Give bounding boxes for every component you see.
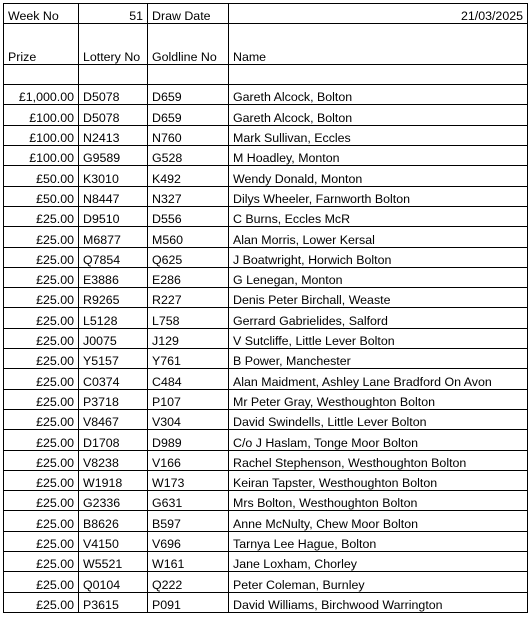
prize-cell: £25.00 (4, 227, 79, 247)
lottery-no-cell: Q7854 (79, 247, 148, 267)
lottery-no-cell: K3010 (79, 166, 148, 186)
goldline-no-cell: D989 (148, 430, 229, 450)
prize-cell: £25.00 (4, 470, 79, 490)
prize-cell: £25.00 (4, 531, 79, 551)
column-header-prize: Prize (4, 24, 79, 65)
header-row-week (4, 4, 528, 24)
lottery-no-cell: Y5157 (79, 349, 148, 369)
table-row (4, 450, 528, 470)
table-row (4, 389, 528, 409)
blank-row (4, 64, 528, 84)
goldline-no-cell: J129 (148, 328, 229, 348)
winner-name-cell: J Boatwright, Horwich Bolton (229, 247, 528, 267)
lottery-no-cell: B8626 (79, 511, 148, 531)
lottery-no-cell: D5078 (79, 85, 148, 105)
winner-name-cell: Anne McNulty, Chew Moor Bolton (229, 511, 528, 531)
winner-name-cell: V Sutcliffe, Little Lever Bolton (229, 328, 528, 348)
table-row (4, 552, 528, 572)
goldline-no-cell: K492 (148, 166, 229, 186)
table-row (4, 288, 528, 308)
lottery-no-cell: W1918 (79, 470, 148, 490)
table-row (4, 206, 528, 226)
table-row (4, 409, 528, 429)
table-row (4, 531, 528, 551)
lottery-no-cell: G9589 (79, 146, 148, 166)
prize-cell: £25.00 (4, 389, 79, 409)
prize-cell: £1,000.00 (4, 85, 79, 105)
lottery-no-cell: D1708 (79, 430, 148, 450)
prize-cell: £25.00 (4, 349, 79, 369)
goldline-no-cell: N327 (148, 186, 229, 206)
table-row (4, 267, 528, 287)
lottery-no-cell: E3886 (79, 267, 148, 287)
lottery-no-cell: P3615 (79, 592, 148, 612)
table-row (4, 470, 528, 490)
column-header-lottery-no: Lottery No (79, 24, 148, 65)
winner-name-cell: Keiran Tapster, Westhoughton Bolton (229, 470, 528, 490)
prize-cell: £25.00 (4, 369, 79, 389)
lottery-no-cell: P3718 (79, 389, 148, 409)
goldline-no-cell: V166 (148, 450, 229, 470)
week-label: Week No (4, 4, 79, 24)
goldline-no-cell: N760 (148, 125, 229, 145)
column-header-name: Name (229, 24, 528, 65)
winner-name-cell: Alan Maidment, Ashley Lane Bradford On Avon (229, 369, 528, 389)
winner-name-cell: C/o J Haslam, Tonge Moor Bolton (229, 430, 528, 450)
goldline-no-cell: G631 (148, 491, 229, 511)
table-row (4, 166, 528, 186)
prize-cell: £25.00 (4, 592, 79, 612)
lottery-no-cell: C0374 (79, 369, 148, 389)
prize-cell: £50.00 (4, 166, 79, 186)
lottery-no-cell: Q0104 (79, 572, 148, 592)
winner-name-cell: Mr Peter Gray, Westhoughton Bolton (229, 389, 528, 409)
lottery-no-cell: V8238 (79, 450, 148, 470)
goldline-no-cell: P107 (148, 389, 229, 409)
prize-cell: £100.00 (4, 105, 79, 125)
lottery-no-cell: V8467 (79, 409, 148, 429)
winner-name-cell: Gareth Alcock, Bolton (229, 85, 528, 105)
prize-cell: £25.00 (4, 450, 79, 470)
column-header-row (4, 24, 528, 65)
lottery-no-cell: W5521 (79, 552, 148, 572)
prize-cell: £25.00 (4, 247, 79, 267)
winner-name-cell: Gareth Alcock, Bolton (229, 105, 528, 125)
prize-cell: £25.00 (4, 308, 79, 328)
blank-cell (229, 64, 528, 84)
winner-name-cell: Dilys Wheeler, Farnworth Bolton (229, 186, 528, 206)
column-header-goldline-no: Goldline No (148, 24, 229, 65)
goldline-no-cell: P091 (148, 592, 229, 612)
prize-cell: £25.00 (4, 572, 79, 592)
winner-name-cell: Mark Sullivan, Eccles (229, 125, 528, 145)
prize-cell: £25.00 (4, 206, 79, 226)
lottery-no-cell: N2413 (79, 125, 148, 145)
goldline-no-cell: Q625 (148, 247, 229, 267)
lottery-no-cell: G2336 (79, 491, 148, 511)
table-row (4, 572, 528, 592)
goldline-no-cell: C484 (148, 369, 229, 389)
winner-name-cell: Tarnya Lee Hague, Bolton (229, 531, 528, 551)
goldline-no-cell: G528 (148, 146, 229, 166)
week-value: 51 (79, 4, 148, 24)
winner-name-cell: C Burns, Eccles McR (229, 206, 528, 226)
goldline-no-cell: V696 (148, 531, 229, 551)
table-row (4, 511, 528, 531)
draw-date-value: 21/03/2025 (229, 4, 528, 24)
goldline-no-cell: M560 (148, 227, 229, 247)
winner-name-cell: David Williams, Birchwood Warrington (229, 592, 528, 612)
lottery-no-cell: N8447 (79, 186, 148, 206)
goldline-no-cell: B597 (148, 511, 229, 531)
table-row (4, 328, 528, 348)
table-row (4, 105, 528, 125)
winner-name-cell: David Swindells, Little Lever Bolton (229, 409, 528, 429)
table-row (4, 247, 528, 267)
table-row (4, 85, 528, 105)
goldline-no-cell: L758 (148, 308, 229, 328)
lottery-no-cell: M6877 (79, 227, 148, 247)
goldline-no-cell: D659 (148, 85, 229, 105)
table-row (4, 125, 528, 145)
goldline-no-cell: W173 (148, 470, 229, 490)
winner-name-cell: Wendy Donald, Monton (229, 166, 528, 186)
winner-name-cell: G Lenegan, Monton (229, 267, 528, 287)
goldline-no-cell: Q222 (148, 572, 229, 592)
winner-name-cell: Gerrard Gabrielides, Salford (229, 308, 528, 328)
table-row (4, 491, 528, 511)
lottery-no-cell: L5128 (79, 308, 148, 328)
prize-cell: £25.00 (4, 491, 79, 511)
prize-cell: £25.00 (4, 409, 79, 429)
goldline-no-cell: Y761 (148, 349, 229, 369)
lottery-no-cell: R9265 (79, 288, 148, 308)
prize-cell: £25.00 (4, 552, 79, 572)
prize-cell: £100.00 (4, 125, 79, 145)
lottery-no-cell: V4150 (79, 531, 148, 551)
prize-cell: £100.00 (4, 146, 79, 166)
winner-name-cell: M Hoadley, Monton (229, 146, 528, 166)
winner-name-cell: Rachel Stephenson, Westhoughton Bolton (229, 450, 528, 470)
winner-name-cell: Mrs Bolton, Westhoughton Bolton (229, 491, 528, 511)
goldline-no-cell: V304 (148, 409, 229, 429)
winner-name-cell: B Power, Manchester (229, 349, 528, 369)
winner-name-cell: Jane Loxham, Chorley (229, 552, 528, 572)
winner-name-cell: Alan Morris, Lower Kersal (229, 227, 528, 247)
goldline-no-cell: R227 (148, 288, 229, 308)
goldline-no-cell: W161 (148, 552, 229, 572)
prize-cell: £25.00 (4, 328, 79, 348)
lottery-no-cell: J0075 (79, 328, 148, 348)
table-row (4, 592, 528, 612)
prize-results-table (3, 3, 528, 613)
lottery-no-cell: D9510 (79, 206, 148, 226)
prize-cell: £25.00 (4, 430, 79, 450)
prize-cell: £25.00 (4, 511, 79, 531)
table-row (4, 186, 528, 206)
lottery-no-cell: D5078 (79, 105, 148, 125)
blank-cell (4, 64, 79, 84)
table-row (4, 146, 528, 166)
table-row (4, 369, 528, 389)
goldline-no-cell: E286 (148, 267, 229, 287)
goldline-no-cell: D659 (148, 105, 229, 125)
winner-name-cell: Denis Peter Birchall, Weaste (229, 288, 528, 308)
prize-cell: £25.00 (4, 288, 79, 308)
table-row (4, 308, 528, 328)
winner-name-cell: Peter Coleman, Burnley (229, 572, 528, 592)
prize-cell: £25.00 (4, 267, 79, 287)
draw-date-label: Draw Date (148, 4, 229, 24)
blank-cell (79, 64, 148, 84)
prize-cell: £50.00 (4, 186, 79, 206)
goldline-no-cell: D556 (148, 206, 229, 226)
table-row (4, 349, 528, 369)
blank-cell (148, 64, 229, 84)
table-row (4, 227, 528, 247)
table-row (4, 430, 528, 450)
